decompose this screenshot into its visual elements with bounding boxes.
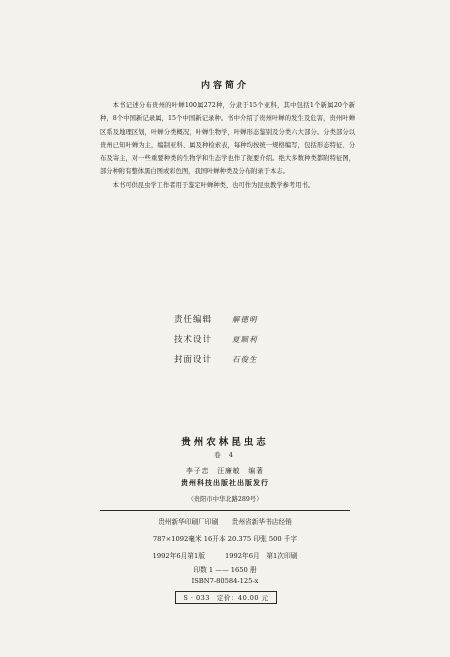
summary-paragraph: 本书记述分布贵州的叶蝉100属272种，分隶于15个亚科，其中包括1个新属20个新种，8个中国新记录属，15个中国新记录种。书中介绍了贵州叶蝉的发生及危害，贵州叶蝉区系及地理区划，叶蝉分类概况，叶蝉生物学，叶蝉形态鉴别及分类六大部分。分类部分以贵州已知叶蝉为主，编制亚科、属及种检索表，每种均按统一规格编写，包括形态特征、分布及寄主，对一些重要种类的生物学和生态学也作了扼要介绍。绝大多数种类都附特征图，部分种附有整体黑白图或彩色图，我国叶蝉种类及分布附录于本志。 bbox=[100, 102, 355, 176]
price-box: S · 033 定价：40.00 元 bbox=[175, 591, 277, 604]
book-volume: 卷 4 bbox=[214, 451, 236, 459]
credit-role: 封面设计 bbox=[174, 355, 213, 365]
credit-role: 责任编辑 bbox=[174, 315, 213, 325]
print-run-block bbox=[0, 565, 450, 587]
credit-editor bbox=[174, 309, 354, 329]
publication-info bbox=[100, 510, 350, 565]
printing-line: 贵州新华印刷厂印刷 贵州省新华书店经销 bbox=[158, 518, 292, 526]
credit-name: 石俊生 bbox=[232, 354, 258, 364]
edition-line: 1992年6月第1版 1992年6月 第1次印刷 bbox=[152, 552, 298, 560]
credits-list bbox=[174, 309, 354, 369]
credit-name: 夏顺利 bbox=[232, 334, 258, 344]
credit-technical-design bbox=[174, 329, 354, 349]
publisher-address: （贵阳市中华北路289号） bbox=[187, 496, 263, 503]
credit-cover-design bbox=[174, 349, 354, 369]
credit-role: 技术设计 bbox=[174, 335, 213, 345]
book-authors: 李子忠 汪廉敏 编著 bbox=[186, 467, 264, 475]
summary-title: 内容简介 bbox=[200, 81, 249, 91]
print-run: 印数 1 —— 1650 册 bbox=[193, 566, 257, 574]
summary-text bbox=[100, 99, 355, 192]
book-publisher: 贵州科技出版社出版发行 bbox=[181, 478, 269, 487]
summary-paragraph: 本书可供昆虫学工作者用于鉴定叶蝉种类，也可作为昆虫教学参考用书。 bbox=[112, 181, 315, 189]
credit-name: 解德明 bbox=[232, 314, 258, 324]
book-title: 贵州农林昆虫志 bbox=[181, 437, 269, 448]
format-line: 787×1092毫米 16开本 20.375 印张 500 千字 bbox=[152, 535, 298, 543]
isbn: ISBN7-80584-125-x bbox=[191, 577, 259, 585]
